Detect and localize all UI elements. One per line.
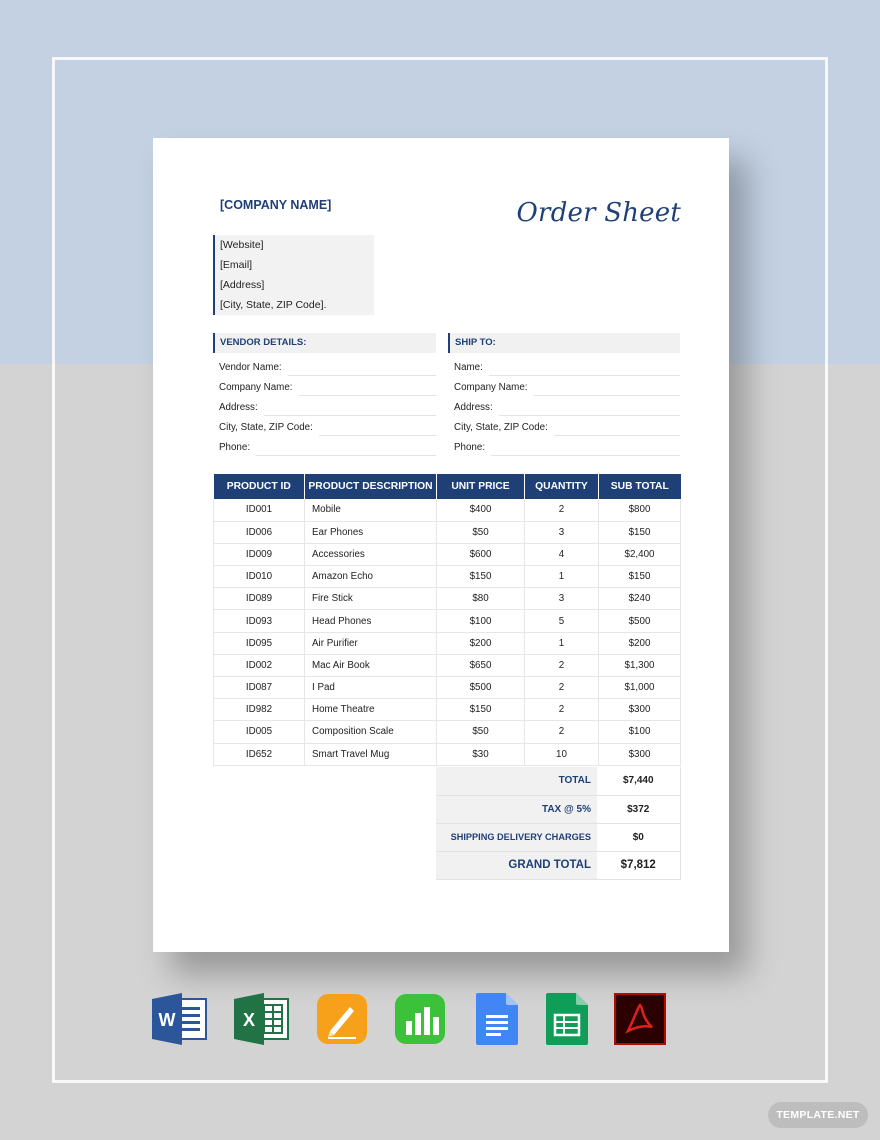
vendor-phone-line[interactable] <box>256 442 436 456</box>
sub-total-cell: $150 <box>599 566 681 588</box>
product-description-cell: Accessories <box>305 543 437 565</box>
sub-total-cell: $300 <box>599 699 681 721</box>
contact-website: [Website] <box>220 239 264 251</box>
ship-to-field: City, State, ZIP Code: <box>448 416 680 436</box>
sub-total-cell: $200 <box>599 632 681 654</box>
vendor-city-line[interactable] <box>319 422 436 436</box>
company-name: [COMPANY NAME] <box>220 198 332 212</box>
sub-total-cell: $2,400 <box>599 543 681 565</box>
table-row <box>214 566 681 588</box>
ship-company-line[interactable] <box>534 382 680 396</box>
product-id-cell: ID089 <box>214 588 305 610</box>
unit-price-cell: $400 <box>437 499 525 521</box>
ship-to-heading: SHIP TO: <box>448 333 680 353</box>
quantity-cell: 2 <box>525 699 599 721</box>
unit-price-cell: $80 <box>437 588 525 610</box>
page-title: Order Sheet <box>516 198 681 228</box>
unit-price-cell: $600 <box>437 543 525 565</box>
order-items-table <box>213 474 681 766</box>
google-docs-icon[interactable] <box>476 993 528 1045</box>
table-row <box>214 654 681 676</box>
svg-text:W: W <box>158 1010 176 1030</box>
ship-to-fields <box>448 356 680 456</box>
col-product-description: PRODUCT DESCRIPTION <box>305 474 437 499</box>
vendor-field: City, State, ZIP Code: <box>213 416 436 436</box>
vendor-address-line[interactable] <box>264 402 436 416</box>
grand-total-label: GRAND TOTAL <box>436 851 597 879</box>
vendor-field: Vendor Name: <box>213 356 436 376</box>
pdf-icon[interactable] <box>614 993 666 1045</box>
unit-price-cell: $150 <box>437 699 525 721</box>
table-row <box>214 677 681 699</box>
product-id-cell: ID009 <box>214 543 305 565</box>
product-id-cell: ID006 <box>214 521 305 543</box>
table-row <box>214 521 681 543</box>
total-label: TOTAL <box>436 767 597 795</box>
product-id-cell: ID095 <box>214 632 305 654</box>
col-quantity: QUANTITY <box>525 474 599 499</box>
format-icons-row <box>150 993 670 1049</box>
tax-label: TAX @ 5% <box>436 795 597 823</box>
ship-to-field: Address: <box>448 396 680 416</box>
vendor-details-fields <box>213 356 436 456</box>
sub-total-cell: $1,300 <box>599 654 681 676</box>
product-description-cell: Ear Phones <box>305 521 437 543</box>
grand-total-row <box>436 851 680 879</box>
quantity-cell: 1 <box>525 566 599 588</box>
totals-table <box>436 767 681 880</box>
shipping-value: $0 <box>597 823 680 851</box>
unit-price-cell: $650 <box>437 654 525 676</box>
product-description-cell: Fire Stick <box>305 588 437 610</box>
grand-total-value: $7,812 <box>597 851 680 879</box>
product-description-cell: Amazon Echo <box>305 566 437 588</box>
ship-to-field: Name: <box>448 356 680 376</box>
shipping-row <box>436 823 680 851</box>
quantity-cell: 2 <box>525 721 599 743</box>
unit-price-cell: $30 <box>437 743 525 765</box>
total-value: $7,440 <box>597 767 680 795</box>
product-id-cell: ID093 <box>214 610 305 632</box>
total-row <box>436 767 680 795</box>
quantity-cell: 2 <box>525 499 599 521</box>
vendor-field: Phone: <box>213 436 436 456</box>
product-id-cell: ID001 <box>214 499 305 521</box>
table-body <box>214 499 681 765</box>
product-description-cell: Head Phones <box>305 610 437 632</box>
product-description-cell: Mobile <box>305 499 437 521</box>
ship-to-field: Company Name: <box>448 376 680 396</box>
table-header-row <box>214 474 681 499</box>
col-sub-total: SUB TOTAL <box>599 474 681 499</box>
product-description-cell: Air Purifier <box>305 632 437 654</box>
sub-total-cell: $150 <box>599 521 681 543</box>
product-description-cell: Composition Scale <box>305 721 437 743</box>
table-row <box>214 632 681 654</box>
sub-total-cell: $100 <box>599 721 681 743</box>
vendor-company-line[interactable] <box>299 382 436 396</box>
contact-block <box>213 235 374 315</box>
sub-total-cell: $1,000 <box>599 677 681 699</box>
table-row <box>214 499 681 521</box>
sub-total-cell: $800 <box>599 499 681 521</box>
contact-address: [Address] <box>220 279 265 291</box>
product-id-cell: ID010 <box>214 566 305 588</box>
order-sheet-page <box>153 138 729 952</box>
vendor-details-heading: VENDOR DETAILS: <box>213 333 436 353</box>
product-description-cell: Home Theatre <box>305 699 437 721</box>
product-description-cell: Mac Air Book <box>305 654 437 676</box>
table-row <box>214 588 681 610</box>
unit-price-cell: $100 <box>437 610 525 632</box>
ship-name-line[interactable] <box>489 362 680 376</box>
table-row <box>214 610 681 632</box>
shipping-label: SHIPPING DELIVERY CHARGES <box>436 823 597 851</box>
quantity-cell: 1 <box>525 632 599 654</box>
contact-city-state-zip: [City, State, ZIP Code]. <box>220 299 327 311</box>
google-sheets-icon[interactable] <box>546 993 598 1045</box>
sub-total-cell: $500 <box>599 610 681 632</box>
ship-phone-line[interactable] <box>491 442 680 456</box>
tax-row <box>436 795 680 823</box>
contact-email: [Email] <box>220 259 253 271</box>
ship-city-line[interactable] <box>554 422 680 436</box>
col-unit-price: UNIT PRICE <box>437 474 525 499</box>
unit-price-cell: $50 <box>437 521 525 543</box>
table-row <box>214 743 681 765</box>
product-id-cell: ID002 <box>214 654 305 676</box>
table-row <box>214 699 681 721</box>
vendor-field: Address: <box>213 396 436 416</box>
quantity-cell: 2 <box>525 677 599 699</box>
excel-icon[interactable] <box>234 993 286 1045</box>
vendor-name-line[interactable] <box>288 362 436 376</box>
unit-price-cell: $150 <box>437 566 525 588</box>
sub-total-cell: $240 <box>599 588 681 610</box>
table-row <box>214 721 681 743</box>
product-description-cell: Smart Travel Mug <box>305 743 437 765</box>
pages-icon[interactable] <box>316 993 368 1045</box>
word-icon[interactable] <box>152 993 204 1045</box>
product-id-cell: ID087 <box>214 677 305 699</box>
tax-value: $372 <box>597 795 680 823</box>
unit-price-cell: $50 <box>437 721 525 743</box>
table-row <box>214 543 681 565</box>
unit-price-cell: $500 <box>437 677 525 699</box>
ship-address-line[interactable] <box>499 402 680 416</box>
product-id-cell: ID005 <box>214 721 305 743</box>
col-product-id: PRODUCT ID <box>214 474 305 499</box>
quantity-cell: 2 <box>525 654 599 676</box>
svg-text:X: X <box>242 1010 256 1030</box>
unit-price-cell: $200 <box>437 632 525 654</box>
quantity-cell: 3 <box>525 521 599 543</box>
numbers-icon[interactable] <box>394 993 446 1045</box>
quantity-cell: 4 <box>525 543 599 565</box>
vendor-field: Company Name: <box>213 376 436 396</box>
quantity-cell: 10 <box>525 743 599 765</box>
product-id-cell: ID652 <box>214 743 305 765</box>
template-net-badge[interactable]: TEMPLATE.NET <box>768 1102 868 1128</box>
sub-total-cell: $300 <box>599 743 681 765</box>
quantity-cell: 5 <box>525 610 599 632</box>
product-description-cell: I Pad <box>305 677 437 699</box>
quantity-cell: 3 <box>525 588 599 610</box>
ship-to-field: Phone: <box>448 436 680 456</box>
product-id-cell: ID982 <box>214 699 305 721</box>
